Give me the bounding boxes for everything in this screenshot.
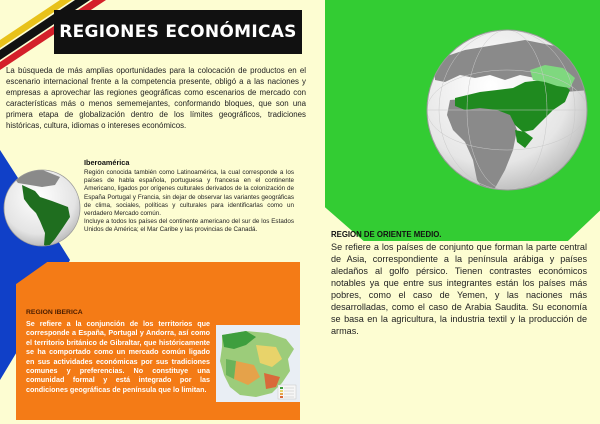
iberian-peninsula-map-image — [216, 325, 300, 402]
iberica-paragraph: Se refiere a la conjunción de los territorios que corresponde a España, Portugal y Andorra, así como el territorio británico de Gibraltar, que históricamente se ha comportado como un mercado común ligado en sus actividades económicas por sus tradiciones comunes y preferencias. No constituye una comunidad formal y está integrado por las condiciones geográficas de península que lo limitan. — [26, 319, 210, 394]
middle-east-globe-image — [425, 20, 590, 200]
iberoamerica-globe-image — [0, 163, 82, 253]
title-banner — [54, 10, 302, 54]
iberoamerica-paragraph: Región conocida también como Latinoamérica, la cual corresponde a los países de habla española, portuguesa y francesa en el continente Americano, ligados por orígenes culturales derivados de la colonización de España Portugal y Francia, sin dejar de observar las variantes geográficas de clima, sociales, políticas y culturales para identificarlas como un verdadero Mercado común. — [84, 169, 294, 218]
oriente-paragraph: Se refiere a los países de conjunto que forman la parte central de Asia, correspondiente a la península arábiga y países aledaños al golfo pérsico. Tienen contrastes económicos notables ya que entre sus integrantes están los países más pobres, como el caso de Yemen, y las naciones más desarrolladas, como el caso de Arabia Saudita. Su economía se basa en la agricultura, la industria textil y la producción de armas. — [331, 242, 587, 336]
iberoamerica-paragraph-2: Incluye a todos los países del continente americano del sur de los Estados Unidos de América; el Mar Caribe y las provincias de Canadá. — [84, 218, 294, 234]
iberica-heading: REGION IBERICA — [26, 309, 83, 316]
iberoamerica-text-block — [84, 169, 294, 235]
page-title: REGIONES ECONÓMICAS — [59, 22, 297, 42]
intro-paragraph: La búsqueda de más amplias oportunidades para la colocación de productos en el escenario internacional frente a la competencia presente, obligó a a las naciones y empresas a aprovechar las regiones geográficas como escenarios de mercado con características más o menos sememejantes, conformando bloques, que son una primera etapa de globalización dentro de los límites geográficos, tradiciones históricas, cultura, idiomas o intereses económicos. — [6, 66, 306, 130]
oriente-heading: REGION DE ORIENTE MEDIO. — [331, 230, 442, 239]
iberoamerica-heading: Iberoamérica — [84, 158, 130, 167]
